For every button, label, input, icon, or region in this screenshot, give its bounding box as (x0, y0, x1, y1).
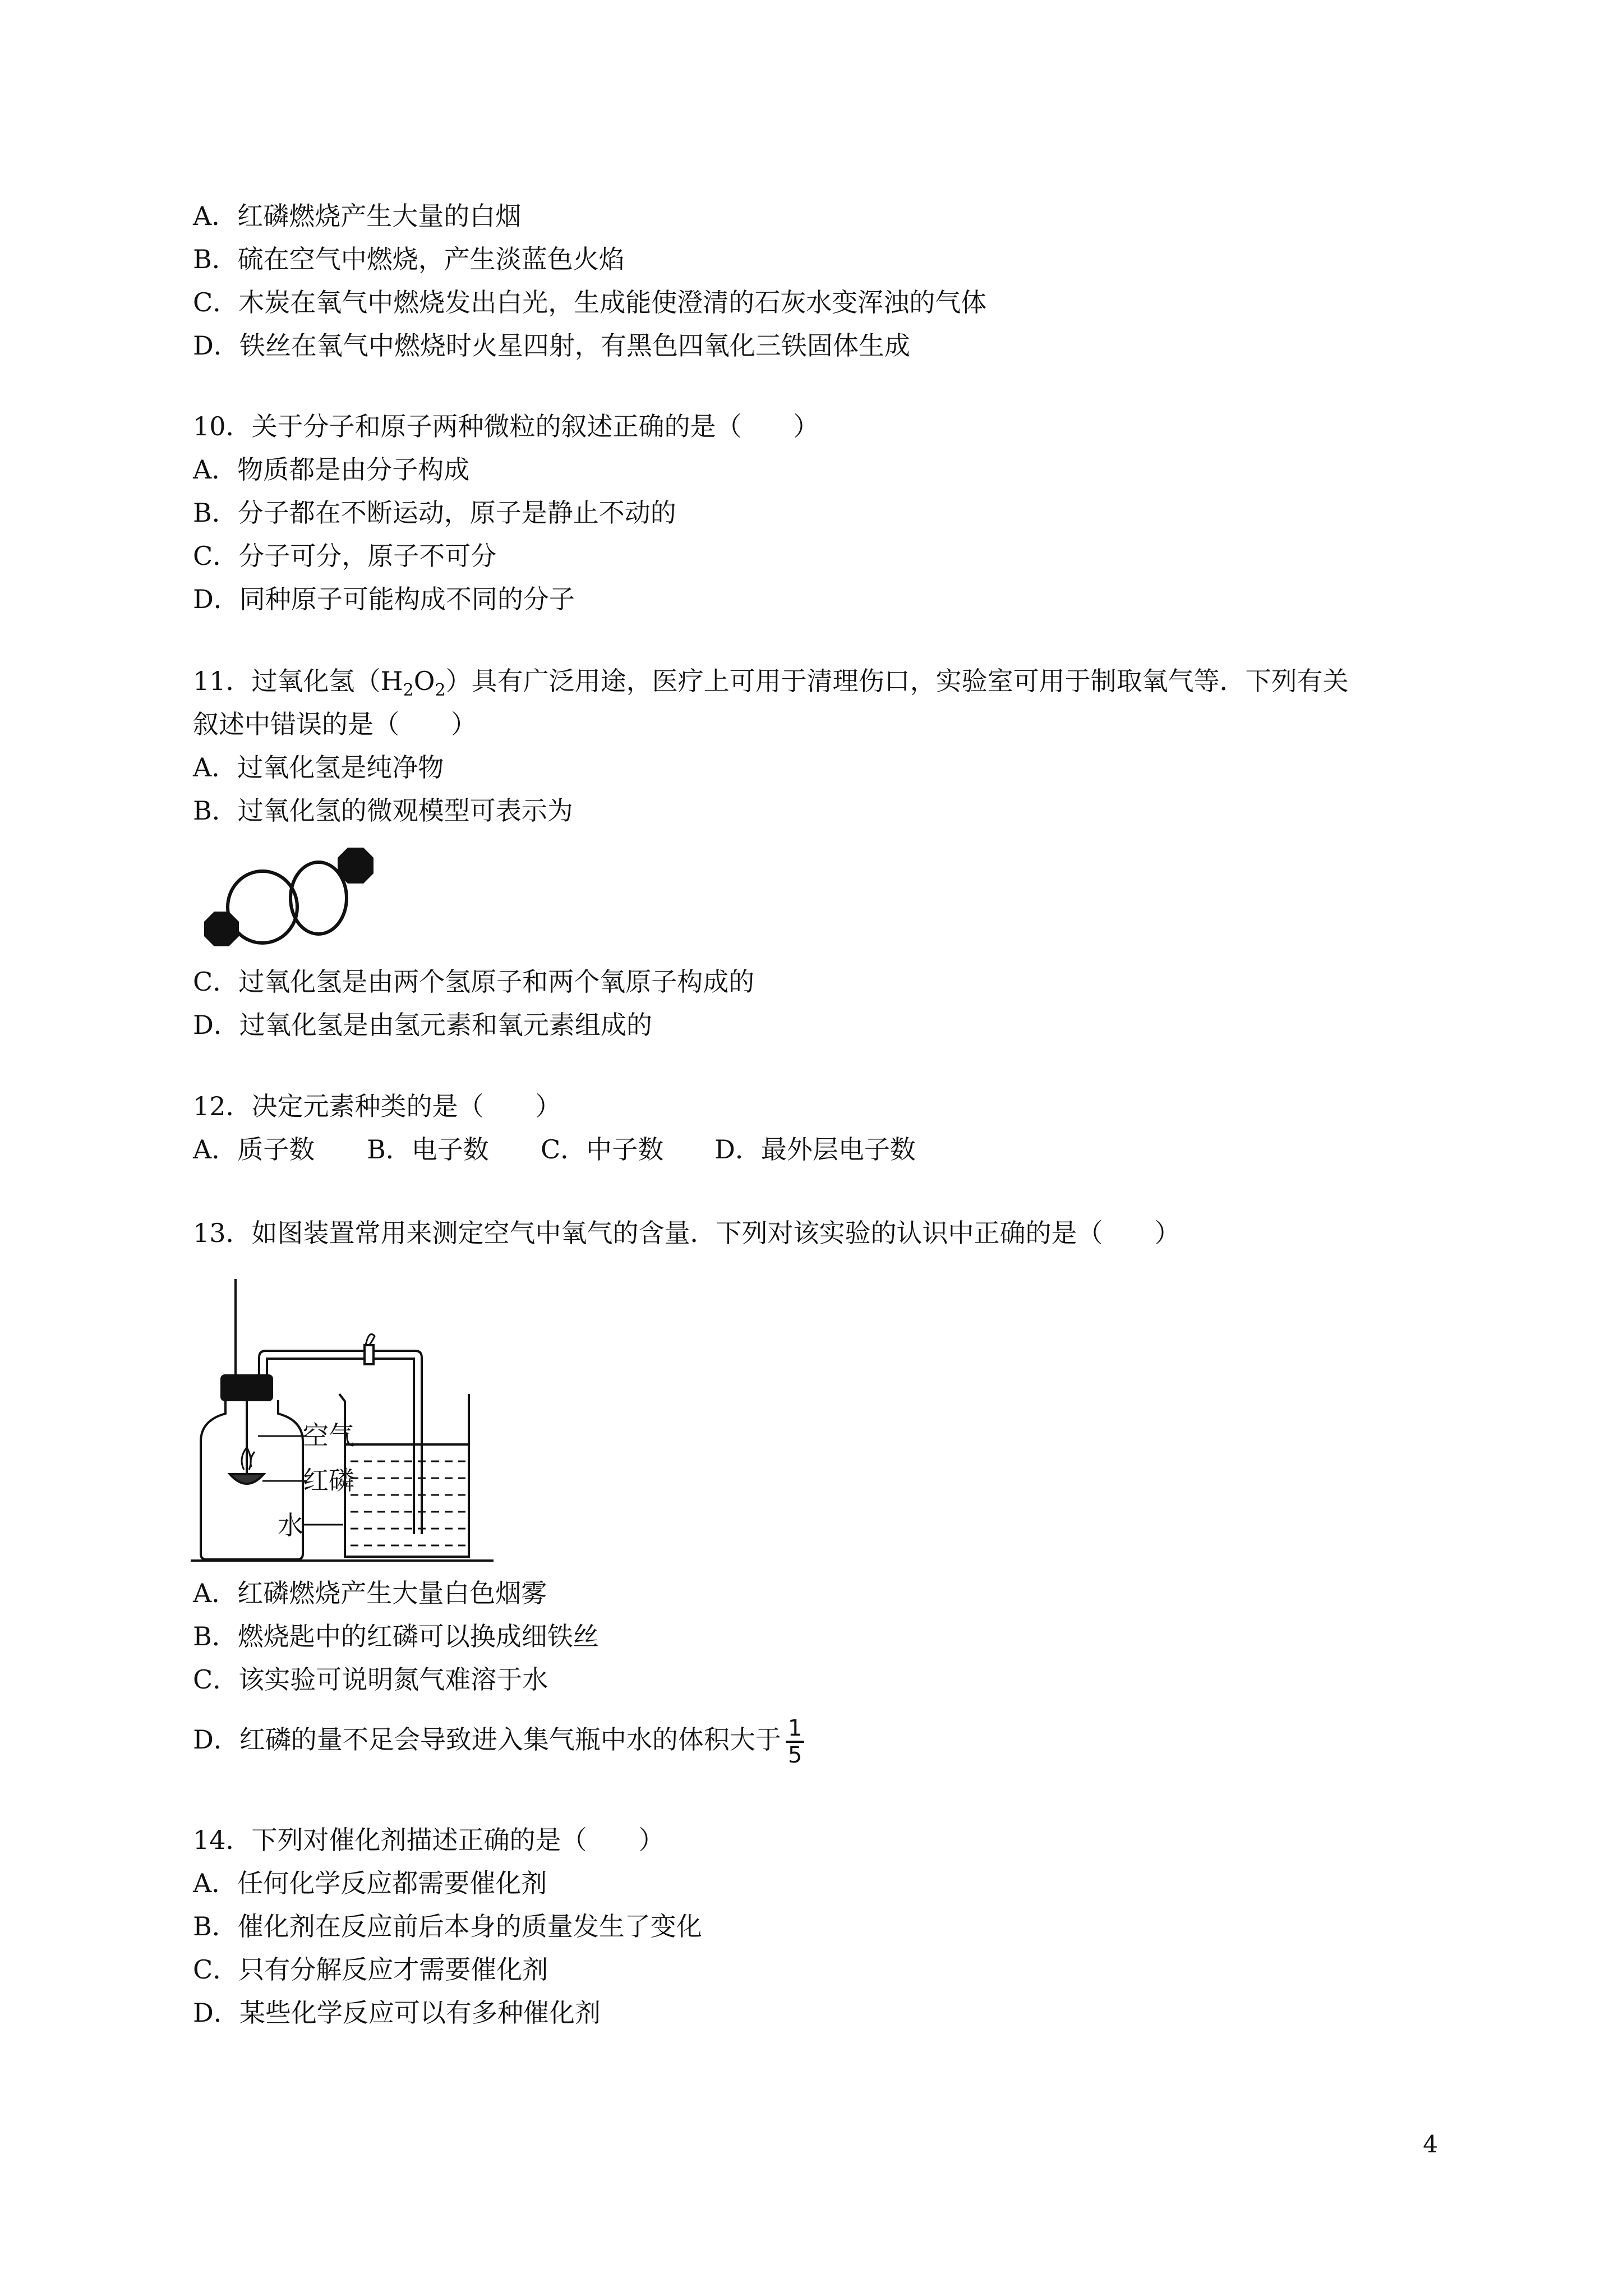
q11-stem: 11．过氧化氢$(H_2O_2)$具有广泛用途，医疗上可用于清理伤口，实验室可用于制取氧气等．下列有关 (193, 666, 1349, 700)
q11-option-b: B．过氧化氢的微观模型可表示为 (193, 795, 573, 826)
q11-option-c: C．过氧化氢是由两个氢原子和两个氧原子构成的 (193, 967, 755, 997)
q11-option-d: D．过氧化氢是由氢元素和氧元素组成的 (193, 1010, 652, 1040)
q14-stem: 14．下列对催化剂描述正确的是（ ） (193, 1825, 665, 1855)
page-number: 4 (1423, 2131, 1438, 2158)
q9-option-a: A．红磷燃烧产生大量的白烟 (193, 201, 522, 231)
q10-option-c: C．分子可分，原子不可分 (193, 541, 497, 571)
q10-option-b: B．分子都在不断运动，原子是静止不动的 (193, 498, 676, 528)
q10-stem: 10．关于分子和原子两种微粒的叙述正确的是（ ） (193, 411, 819, 441)
q12-stem: 12．决定元素种类的是（ ） (193, 1091, 561, 1121)
q12-option-d: D．最外层电子数 (714, 1134, 916, 1165)
q9-option-d: D．铁丝在氧气中燃烧时火星四射，有黑色四氧化三铁固体生成 (193, 330, 910, 361)
q12-options (193, 1133, 916, 1166)
q14-option-b: B．催化剂在反应前后本身的质量发生了变化 (193, 1911, 702, 1941)
oxygen-measurement-apparatus (191, 1273, 505, 1565)
q12-option-b: B．电子数 (367, 1134, 489, 1165)
q12-option-c: C．中子数 (541, 1134, 664, 1165)
q13-option-a: A．红磷燃烧产生大量白色烟雾 (193, 1578, 547, 1608)
q9-option-c: C．木炭在氧气中燃烧发出白光，生成能使澄清的石灰水变浑浊的气体 (193, 287, 987, 318)
label-water: 水 (278, 1510, 303, 1540)
q12-option-a: A．质子数 (193, 1134, 315, 1165)
q14-option-d: D．某些化学反应可以有多种催化剂 (193, 1998, 601, 2028)
q11-option-a: A．过氧化氢是纯净物 (193, 752, 444, 783)
q14-option-a: A．任何化学反应都需要催化剂 (193, 1868, 547, 1898)
q13-stem: 13．如图装置常用来测定空气中氧气的含量．下列对该实验的认识中正确的是（ ） (193, 1218, 1181, 1248)
q10-option-a: A．物质都是由分子构成 (193, 454, 470, 485)
h2o2-molecule-model (196, 844, 376, 968)
label-air: 空气 (303, 1420, 354, 1451)
q13-option-c: C．该实验可说明氮气难溶于水 (193, 1664, 548, 1695)
q10-option-d: D．同种原子可能构成不同的分子 (193, 584, 575, 614)
oxygen-atom-right (291, 862, 347, 934)
q13-option-b: B．燃烧匙中的红磷可以换成细铁丝 (193, 1621, 599, 1651)
q13-option-d: D．红磷的量不足会导致进入集气瓶中水的体积大于 $\frac{1}{5}$ (193, 1706, 804, 1773)
label-red-phosphorus: 红磷 (303, 1465, 354, 1496)
hydrogen-atom-left (204, 912, 239, 946)
fraction-one-fifth: $\frac{1}{5}$ (786, 1716, 804, 1768)
q14-option-c: C．只有分解反应才需要催化剂 (193, 1954, 548, 1985)
q11-stem-line2: 叙述中错误的是（ ） (193, 709, 477, 739)
q9-option-b: B．硫在空气中燃烧，产生淡蓝色火焰 (193, 244, 625, 274)
